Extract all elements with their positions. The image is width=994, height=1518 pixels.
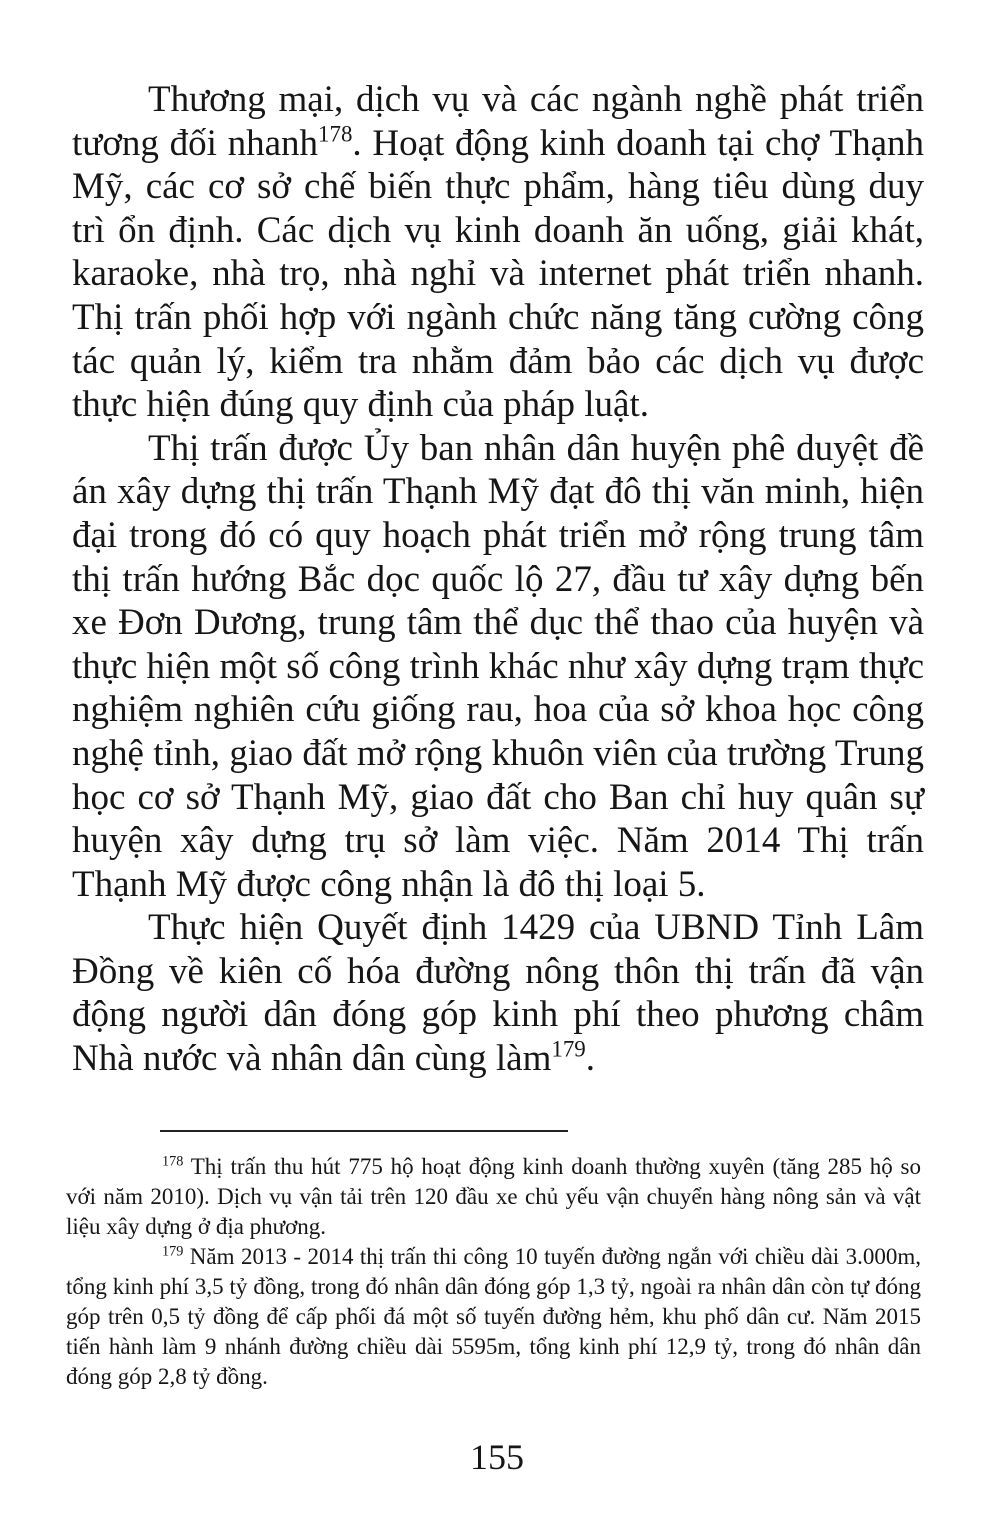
footnote-separator	[160, 1130, 568, 1132]
paragraph-3-text-end: .	[585, 1038, 596, 1080]
footnote-178	[66, 1152, 921, 1242]
paragraph-2: Thị trấn được Ủy ban nhân dân huyện phê duyệt đề án xây dựng thị trấn Thạnh Mỹ đạt đô thị văn minh, hiện đại trong đó có quy hoạch phát triển mở rộng trung tâm thị trấn hướng Bắc dọc quốc lộ 27, đầu tư xây dựng bến xe Đơn Dương, trung tâm thể dục thể thao của huyện và thực hiện một số công trình khác như xây dựng trạm thực nghiệm nghiên cứu giống rau, hoa của sở khoa học công nghệ tỉnh, giao đất mở rộng khuôn viên của trường Trung học cơ sở Thạnh Mỹ, giao đất cho Ban chỉ huy quân sự huyện xây dựng trụ sở làm việc. Năm 2014 Thị trấn Thạnh Mỹ được công nhận là đô thị loại 5.	[72, 427, 924, 905]
footnote-179	[66, 1242, 921, 1392]
footnotes	[66, 1152, 921, 1392]
paragraph-1-text-end: . Hoạt động kinh doanh tại chợ Thạnh Mỹ, các cơ sở chế biến thực phẩm, hàng tiêu dùng duy trì ổn định. Các dịch vụ kinh doanh ăn uống, giải khát, karaoke, nhà trọ, nhà nghỉ và internet phát triển nhanh. Thị trấn phối hợp với ngành chức năng tăng cường công tác quản lý, kiểm tra nhằm đảm bảo các dịch vụ được thực hiện đúng quy định của pháp luật.	[72, 122, 924, 426]
paragraph-3-text-start: Thực hiện Quyết định 1429 của UBND Tỉnh Lâm Đồng về kiên cố hóa đường nông thôn thị trấn đã vận động người dân đóng góp kinh phí theo phương châm Nhà nước và nhân dân cùng làm	[72, 907, 924, 1080]
footnote-mark: 178	[162, 1153, 184, 1170]
paragraph-3	[72, 906, 924, 1080]
paragraph-1	[72, 78, 924, 427]
footnote-mark: 179	[162, 1243, 184, 1260]
footnote-ref-178: 178	[318, 120, 353, 146]
page-number: 155	[470, 1437, 524, 1477]
footnote-ref-179: 179	[551, 1036, 586, 1062]
footnote-text: Thị trấn thu hút 775 hộ hoạt động kinh doanh thường xuyên (tăng 285 hộ so với năm 2010). Dịch vụ vận tải trên 120 đầu xe chủ yếu vận chuyển hàng nông sản và vật liệu xây dựng ở địa phương.	[66, 1154, 921, 1239]
main-text	[72, 78, 924, 1081]
footnote-text: Năm 2013 - 2014 thị trấn thi công 10 tuyến đường ngắn với chiều dài 3.000m, tổng kinh phí 3,5 tỷ đồng, trong đó nhân dân đóng góp 1,3 tỷ, ngoài ra nhân dân còn tự đóng góp trên 0,5 tỷ đồng để cấp phối đá một số tuyến đường hẻm, khu phố dân cư. Năm 2015 tiến hành làm 9 nhánh đường chiều dài 5595m, tổng kinh phí 12,9 tỷ, trong đó nhân dân đóng góp 2,8 tỷ đồng.	[66, 1244, 921, 1389]
paragraph-1-text-start: Thương mại, dịch vụ và các ngành nghề phát triển tương đối nhanh	[72, 79, 924, 164]
